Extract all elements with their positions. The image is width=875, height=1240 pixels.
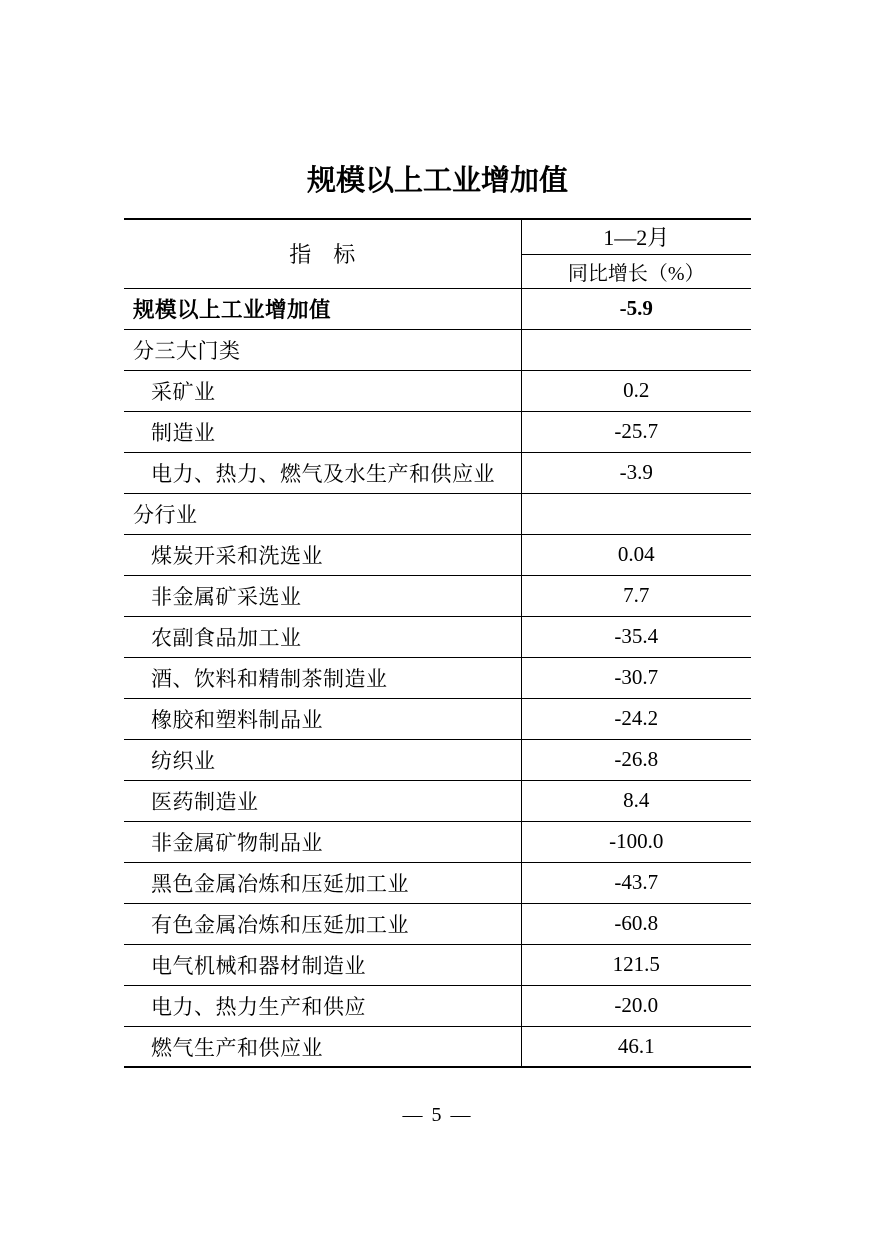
row-label: 非金属矿物制品业 <box>124 821 521 862</box>
row-value <box>521 493 751 534</box>
row-label: 规模以上工业增加值 <box>124 288 521 329</box>
table-row <box>124 411 751 452</box>
table-row <box>124 862 751 903</box>
table-row <box>124 698 751 739</box>
row-label: 燃气生产和供应业 <box>151 1035 323 1060</box>
table-row <box>124 1026 751 1067</box>
row-label: 橡胶和塑料制品业 <box>124 698 521 739</box>
row-label: 非金属矿采选业 <box>124 575 521 616</box>
row-value <box>521 329 751 370</box>
table-row <box>124 534 751 575</box>
page-title: 规模以上工业增加值 <box>306 165 568 197</box>
row-label: 分行业 <box>124 493 521 534</box>
row-value: -3.9 <box>521 452 751 493</box>
table-row <box>124 903 751 944</box>
table-row <box>124 493 751 534</box>
row-label: 有色金属冶炼和压延加工业 <box>124 903 521 944</box>
row-value: 0.2 <box>521 370 751 411</box>
row-label: 酒、饮料和精制茶制造业 <box>124 657 521 698</box>
row-value: -30.7 <box>521 657 751 698</box>
table-body <box>124 288 751 1067</box>
table-row <box>124 657 751 698</box>
row-label: 农副食品加工业 <box>124 616 521 657</box>
row-label: 电力、热力生产和供应 <box>124 985 521 1026</box>
row-value: -26.8 <box>521 739 751 780</box>
row-value: -5.9 <box>521 288 751 329</box>
table-header <box>124 219 751 289</box>
row-value: 121.5 <box>521 944 751 985</box>
table-row <box>124 575 751 616</box>
row-value: -25.7 <box>521 411 751 452</box>
page-number: — 5 — <box>402 1104 473 1127</box>
industry-value-table <box>124 218 751 1069</box>
row-value: -35.4 <box>521 616 751 657</box>
row-label: 电气机械和器材制造业 <box>124 944 521 985</box>
row-value: -43.7 <box>521 862 751 903</box>
table-row <box>124 944 751 985</box>
row-label: 煤炭开采和洗选业 <box>124 534 521 575</box>
row-value: -20.0 <box>521 985 751 1026</box>
header-measure: 同比增长（%） <box>521 254 751 288</box>
table-row <box>124 739 751 780</box>
table-row <box>124 985 751 1026</box>
row-label: 纺织业 <box>124 739 521 780</box>
row-value: -100.0 <box>521 821 751 862</box>
row-value: -60.8 <box>521 903 751 944</box>
row-label: 采矿业 <box>124 370 521 411</box>
table-row <box>124 329 751 370</box>
header-indicator: 指 标 <box>124 219 521 289</box>
row-value: 0.04 <box>521 534 751 575</box>
row-value: 8.4 <box>521 780 751 821</box>
row-label: 黑色金属冶炼和压延加工业 <box>124 862 521 903</box>
table-row <box>124 288 751 329</box>
row-label: 制造业 <box>124 411 521 452</box>
table-row <box>124 780 751 821</box>
row-label: 医药制造业 <box>124 780 521 821</box>
table-row <box>124 452 751 493</box>
table-row <box>124 370 751 411</box>
table-row <box>124 616 751 657</box>
header-row-period <box>124 219 751 255</box>
row-value: 46.1 <box>521 1026 751 1067</box>
table-row <box>124 821 751 862</box>
row-value: -24.2 <box>521 698 751 739</box>
row-value: 7.7 <box>521 575 751 616</box>
header-period: 1—2月 <box>521 219 751 255</box>
row-label: 电力、热力、燃气及水生产和供应业 <box>124 452 521 493</box>
row-label: 分三大门类 <box>124 329 521 370</box>
